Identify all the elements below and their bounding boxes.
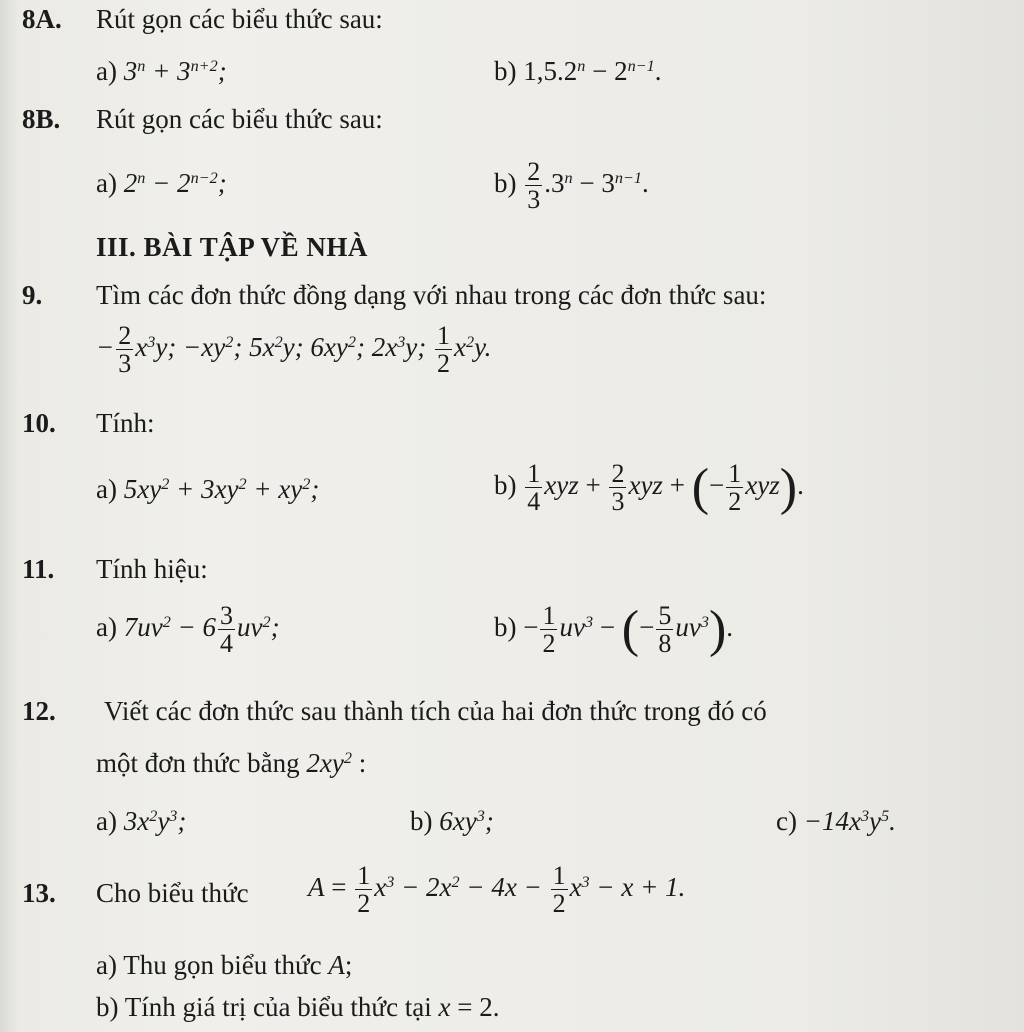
part-a: a) $5xy^2 + 3xy^2 + xy^2$; <box>96 474 320 504</box>
part-b: b) $\frac{1}{4}$ xyz + $\frac{2}{3}$ xyz + (− $\frac{1}{2}$ xyz). <box>494 458 804 517</box>
part-c: $c) -14x^3y^5$. <box>776 806 896 836</box>
part-a: a) $7uv^2 - 6$ $\frac{3}{4}$ $uv^2$; <box>96 601 280 659</box>
problem-number: 12. <box>22 696 56 726</box>
problem-text: Tìm các đơn thức đồng dạng với nhau trong các đơn thức sau: <box>96 280 767 310</box>
part-b: b) − $\frac{1}{2}$ $uv^3$ − (− $\frac{5}{8}$ $uv^3$). <box>494 600 734 659</box>
problem-text: Tính: <box>96 408 155 438</box>
problem-number: 11. <box>22 554 55 584</box>
problem-text: Viết các đơn thức sau thành tích của hai đơn thức trong đó có <box>104 696 767 726</box>
problem-number: 8A. <box>22 4 62 34</box>
textbook-page: 8A. Rút gọn các biểu thức sau: a) $3^n + 3^{n+2}$; b) $1,5.2^n - 2^{n-1}$. 8B. Rút gọn các biểu thức sau: a) $2^n - 2^{n-2}$; b) $\frac{2}{3}$ $.3^n - 3^{n-1}$. III. BÀI TẬP VỀ NHÀ 9. Tìm các đơn thức đồng dạng với nhau trong các đơn thức sau: − $\frac{2}{3}$ $x^3y$; $-xy^2$; $5x^2y$; $6xy^2$; $2x^3y$; $\frac{1}{2}$ $x^2y$. 10. Tính: a) $5xy^2 + 3xy^2 + xy^2$; b) $\frac{1}{4}$ xyz + $\frac{2}{3}$ xyz + (− $\frac{1}{2}$ xyz). 11. Tính hiệu: a) $7uv^2 - 6$ $\frac{3}{4}$ $uv^2$; b) − $\frac{1}{2}$ $uv^3$ − (− $\frac{5}{8}$ $uv^3$). 12. Viết các đơn thức sau thành tích của hai đơn thức trong đó có một đơn thức bằng $2xy^2$ : a) $3x^2y^3$; b) $6xy^3$; $c) -14x^3y^5$. 13. Cho biểu thức A = $\frac{1}{2}$ $x^3 - 2x^2 - 4x$ − $\frac{1}{2}$ $x^3 - x + 1$. a) Thu gọn biểu thức A; b) Tính giá trị của biểu thức tại x = 2. <box>0 0 1024 1032</box>
problem-number: 10. <box>22 408 56 438</box>
problem-number: 9. <box>22 280 43 310</box>
problem-number: 13. <box>22 878 56 908</box>
part-b: b) $\frac{2}{3}$ $.3^n - 3^{n-1}$. <box>494 157 649 215</box>
section-title: III. BÀI TẬP VỀ NHÀ <box>96 232 368 262</box>
problem-text: Cho biểu thức <box>96 878 249 908</box>
part-a: a) $3x^2y^3$; <box>96 806 187 836</box>
part-b: b) $1,5.2^n - 2^{n-1}$. <box>494 56 662 86</box>
part-b: b) $6xy^3$; <box>410 806 494 836</box>
expression-a: A = $\frac{1}{2}$ $x^3 - 2x^2 - 4x$ − $\frac{1}{2}$ $x^3 - x + 1$. <box>308 861 686 919</box>
problem-number: 8B. <box>22 104 61 134</box>
part-a: a) $3^n + 3^{n+2}$; <box>96 56 227 86</box>
part-a: a) $2^n - 2^{n-2}$; <box>96 168 227 198</box>
problem-text: Rút gọn các biểu thức sau: <box>96 4 383 34</box>
problem-text: Tính hiệu: <box>96 554 208 584</box>
problem-text: Rút gọn các biểu thức sau: <box>96 104 383 134</box>
